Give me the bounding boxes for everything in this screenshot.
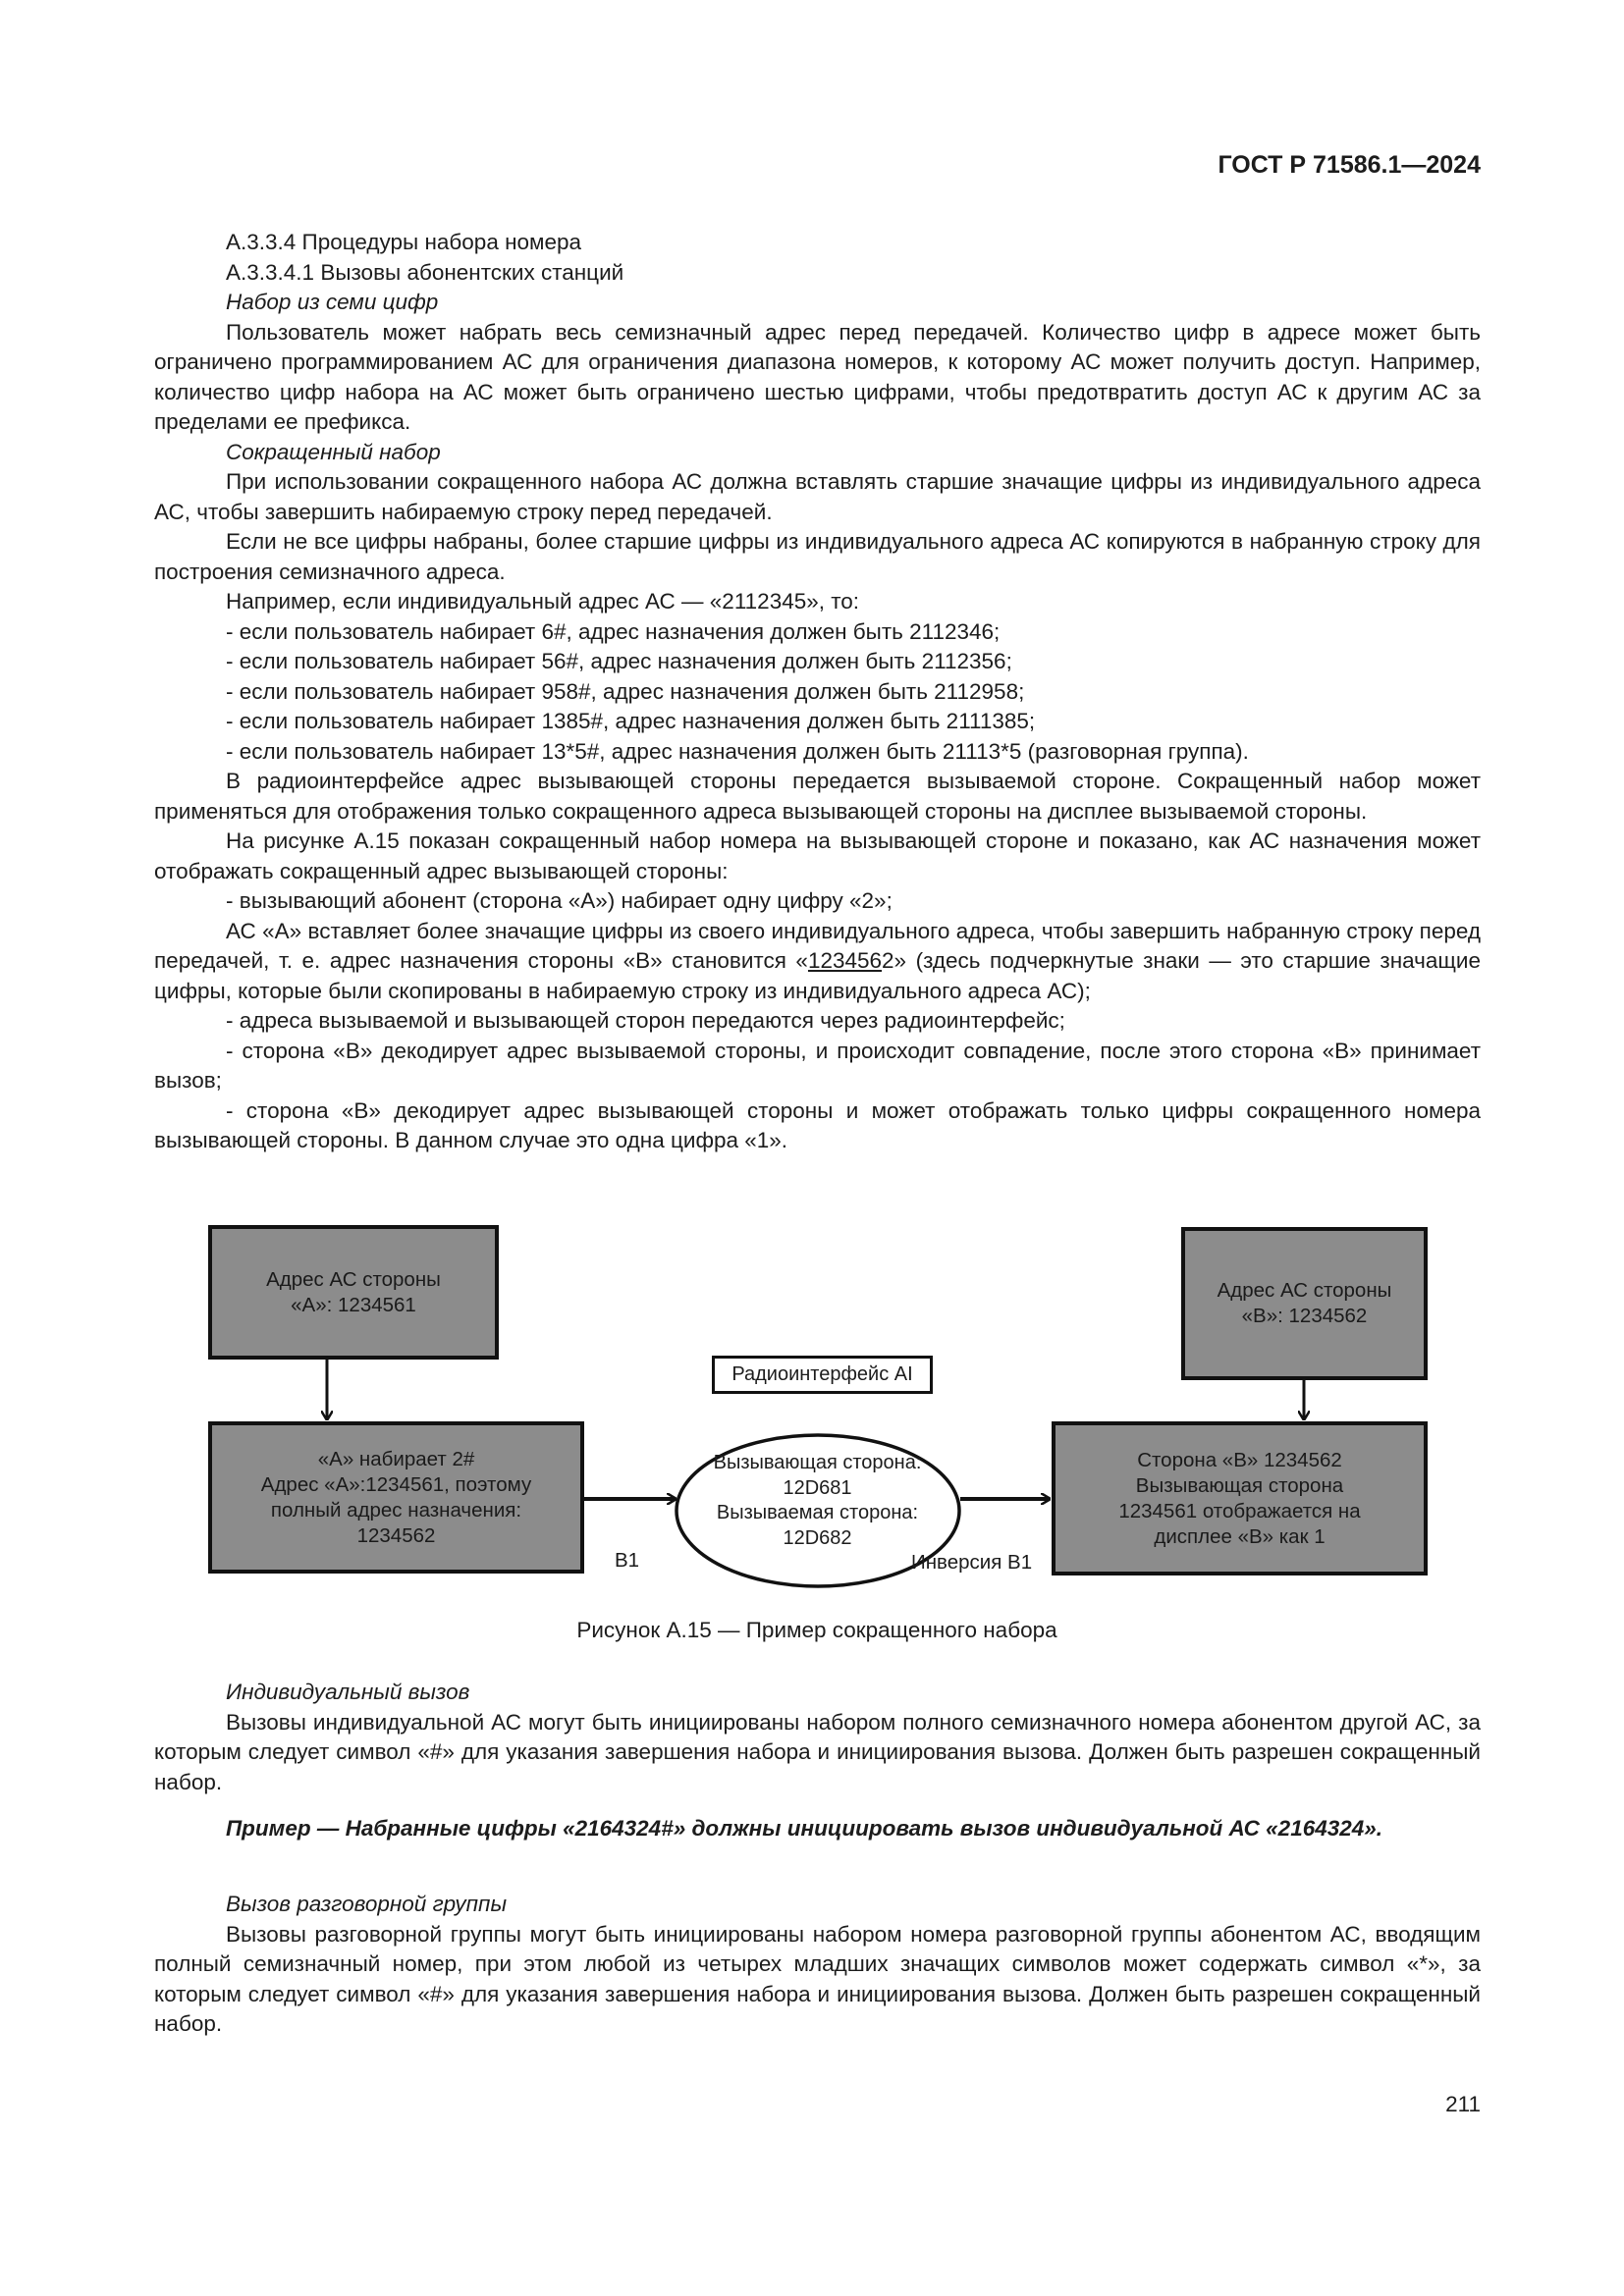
underlined-digits: 123456 [807, 948, 883, 973]
box-line: полный адрес назначения: [270, 1498, 522, 1522]
ellipse-line: Вызываемая сторона: [716, 1502, 919, 1523]
paragraph: - если пользователь набирает 958#, адрес назначения должен быть 2112958; [226, 678, 1025, 704]
box-line: Вызывающая сторона [1135, 1473, 1344, 1497]
label-inverse-b1: Инверсия B1 [911, 1551, 1033, 1574]
box-line: Адрес АС стороны [266, 1267, 441, 1291]
paragraph: А.3.3.4.1 Вызовы абонентских станций [226, 259, 624, 285]
group-call-section [154, 1890, 1481, 2040]
text-span: 2» (здесь подчеркнутые знаки — это старшие значащие цифры, которые были скопированы в набираемую строку из индивидуального адреса АС); [154, 948, 1481, 1003]
paragraph: - если пользователь набирает 6#, адрес назначения должен быть 2112346; [226, 618, 1001, 644]
box-line: Адрес «А»:1234561, поэтому [260, 1472, 532, 1496]
label-b1: B1 [615, 1549, 640, 1572]
paragraph: Вызовы индивидуальной АС могут быть инициированы набором полного семизначного номера абонентом другой АС, за которым следует символ «#» для указания завершения набора и инициирования вызова. Должен быть разрешен сокращенный набор. [154, 1709, 1481, 1794]
box-a-address [208, 1225, 499, 1360]
paragraph: Если не все цифры набраны, более старшие цифры из индивидуального адреса АС копируются в набранную строку для построения семизначного адреса. [154, 529, 1481, 584]
box-b-address [1181, 1227, 1428, 1380]
example-section [154, 1814, 1481, 1844]
paragraph: - адреса вызываемой и вызывающей сторон передаются через радиоинтерфейс; [226, 1008, 1065, 1033]
paragraph: - если пользователь набирает 13*5#, адрес назначения должен быть 21113*5 (разговорная группа). [226, 738, 1249, 764]
page-number: 211 [1445, 2092, 1481, 2116]
paragraph: Например, если индивидуальный адрес АС — «2112345», то: [226, 589, 860, 614]
box-line: 1234561 отображается на [1118, 1499, 1361, 1522]
paragraph: А.3.3.4 Процедуры набора номера [226, 230, 582, 254]
box-a-dial [208, 1421, 584, 1574]
paragraph: При использовании сокращенного набора АС должна вставлять старшие значащие цифры из индивидуального адреса АС, чтобы завершить набираемую строку перед передачей. [154, 469, 1481, 524]
paragraph: Пользователь может набрать весь семизначный адрес перед передачей. Количество цифр в адресе может быть ограничено программированием АС для ограничения диапазона номеров, к которому АС может получить доступ. Например, количество цифр набора на АС может быть ограничено шестью цифрами, чтобы предотвратить доступ АС к другим АС за пределами ее префикса. [154, 319, 1481, 434]
figure-caption: Рисунок А.15 — Пример сокращенного набора [576, 1618, 1057, 1642]
paragraph: В радиоинтерфейсе адрес вызывающей стороны передается вызываемой стороне. Сокращенный набор может применяться для отображения только сокращенного адреса вызывающей стороны на дисплее вызываемой стороны. [154, 769, 1481, 824]
paragraph: Вызовы разговорной группы могут быть инициированы набором номера разговорной группы абонентом АС, вводящим полный семизначный номер, при этом любой из четырех младших значащих символов может содержать символ «*», за которым следует символ «#» для указания завершения набора и инициирования вызова. Должен быть разрешен сокращенный набор. [154, 1921, 1481, 2036]
box-b-result [1052, 1421, 1428, 1575]
paragraph: - если пользователь набирает 1385#, адрес назначения должен быть 2111385; [226, 709, 1036, 733]
ellipse-text [687, 1451, 947, 1551]
box-line: 1234562 [356, 1523, 436, 1547]
example-note: Пример — Набранные цифры «2164324#» должны инициировать вызов индивидуальной АС «2164324». [226, 1816, 1383, 1841]
box-line: дисплее «В» как 1 [1154, 1524, 1326, 1548]
document-header-id: ГОСТ Р 71586.1—2024 [1218, 151, 1481, 179]
section-heading: Вызов разговорной группы [226, 1892, 507, 1916]
paragraph: На рисунке А.15 показан сокращенный набор номера на вызывающей стороне и показано, как АС назначения может отображать сокращенный адрес вызывающей стороны: [154, 828, 1481, 883]
text-span: АС «А» вставляет более значащие цифры из своего индивидуального адреса, чтобы завершить набранную строку перед передачей, т. е. адрес назначения стороны «В» становится « [154, 918, 1481, 973]
box-line: «А»: 1234561 [291, 1293, 416, 1316]
box-line: «А» набирает 2# [317, 1447, 475, 1470]
section-heading: Индивидуальный вызов [226, 1680, 470, 1704]
section-heading: Сокращенный набор [226, 439, 441, 464]
radio-interface-label: Радиоинтерфейс AI [712, 1356, 933, 1394]
paragraph: - если пользователь набирает 56#, адрес назначения должен быть 2112356; [226, 649, 1012, 673]
box-line: Адрес АС стороны [1217, 1279, 1392, 1302]
ellipse-line: Вызывающая сторона: [713, 1452, 922, 1473]
paragraph: - сторона «В» декодирует адрес вызывающей стороны и может отображать только цифры сокращенного номера вызывающей стороны. В данном случае это одна цифра «1». [154, 1097, 1481, 1152]
paragraph: - сторона «В» декодирует адрес вызываемой стороны, и происходит совпадение, после этого сторона «В» принимает вызов; [154, 1038, 1481, 1093]
section-heading: Набор из семи цифр [226, 290, 439, 314]
ellipse-line: 12D681 [783, 1476, 852, 1499]
box-line: Сторона «В» 1234562 [1137, 1448, 1342, 1471]
ellipse-line: 12D682 [783, 1526, 852, 1549]
paragraph: - вызывающий абонент (сторона «А») набирает одну цифру «2»; [226, 888, 893, 913]
box-line: «В»: 1234562 [1241, 1305, 1368, 1327]
individual-call-section [154, 1678, 1481, 1797]
